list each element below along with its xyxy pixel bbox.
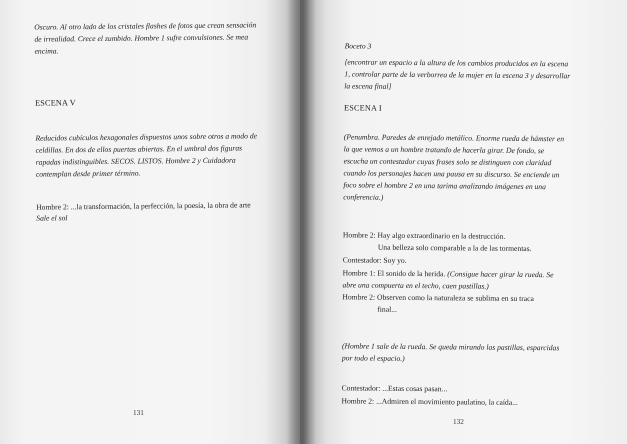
- scene-heading: ESCENA I: [344, 103, 382, 113]
- book-gutter-shadow: [286, 0, 316, 444]
- stage-direction-line: contemplan desde primer término.: [35, 168, 141, 179]
- page-number: 131: [133, 409, 144, 417]
- bracket-note-line: la escena final]: [344, 81, 392, 91]
- stage-direction-line: Oscuro. Al otro lado de los cristales flashes de fotos que crean sensación: [34, 20, 257, 32]
- speaker-name: Hombre 2:: [342, 292, 376, 302]
- dialogue-line: [342, 383, 448, 395]
- stage-direction-line: de irrealidad. Crece el zumbido. Hombre 1 sufre convulsiones. Se mea: [34, 32, 249, 44]
- stage-direction-line: celdillas. En dos de ellos puertas abiertas. En el umbral dos figuras: [35, 143, 243, 155]
- dialogue-text: ...la transformación, la perfección, la poesía, la obra de arte: [68, 200, 251, 212]
- dialogue-line: [343, 268, 554, 280]
- speaker-name: Hombre 2:: [342, 230, 376, 240]
- dialogue-line: [343, 230, 505, 242]
- right-page: [300, 0, 627, 444]
- stage-direction-line: la que vemos a un hombre tratando de hacerla girar. De fondo, se: [343, 144, 545, 156]
- bracket-note-line: 1, controlar parte de la verborrea de la mujer en la escena 3 y desarrollar: [344, 69, 571, 81]
- speaker-name: Hombre 1:: [342, 268, 376, 278]
- dialogue-text: Observen como la naturaleza se sublima en su traca: [375, 292, 534, 304]
- stage-direction-line: abre una compuerta en el techo, caen pastillas.): [342, 280, 489, 291]
- stage-direction-line: conferencia.): [343, 192, 384, 202]
- speaker-name: Hombre 2:: [36, 202, 69, 212]
- dialogue-text: Soy yo.: [381, 255, 407, 265]
- dialogue-text: final...: [377, 304, 397, 314]
- dialogue-text: El sonido de la herida.: [375, 268, 448, 279]
- dialogue-line: [377, 305, 397, 316]
- stage-direction-line: foco sobre el hombre 2 en una tarima analizando imágenes en una: [343, 180, 546, 192]
- stage-direction-line: Reducidos cubículos hexagonales dispuestos unos sobre otros a modo de: [35, 131, 258, 143]
- scene-heading: ESCENA V: [35, 98, 76, 108]
- left-page: [0, 0, 300, 444]
- dialogue-line: [36, 200, 251, 213]
- sketch-title: Boceto 3: [344, 41, 372, 51]
- stage-direction-line: (Hombre 1 sale de la rueda. Se queda mirando las pastillas, esparcidas: [341, 341, 560, 353]
- dialogue-text: Hay algo extraordinario en la destrucción.: [375, 230, 506, 241]
- bracket-note-line: [encontrar un espacio a la altura de los cambios producidos en la escena: [344, 57, 569, 69]
- stage-direction-line: rapadas indistinguibles. SECOS. LISTOS. Hombre 2 y Cuidadora: [35, 155, 236, 167]
- page-number: 132: [453, 418, 464, 426]
- dialogue-text: ...Admiren el movimiento paulatino, la caída...: [374, 396, 518, 407]
- stage-direction-line: Sale el sol: [36, 213, 68, 223]
- inline-stage-direction: (Consigue hacer girar la rueda. Se: [447, 269, 554, 280]
- dialogue-line: [341, 396, 517, 408]
- speaker-name: Hombre 2:: [341, 396, 375, 406]
- dialogue-line: [342, 292, 534, 304]
- dialogue-line: [378, 243, 532, 255]
- dialogue-text: Una belleza solo comparable a la de las tormentas.: [377, 242, 532, 254]
- stage-direction-line: (Penumbra. Paredes de enrejado metálico. Enorme rueda de hámster en: [343, 132, 565, 144]
- stage-direction-line: por todo el espacio.): [341, 353, 405, 363]
- speaker-name: Contestador:: [342, 255, 382, 265]
- dialogue-line: [343, 255, 407, 266]
- speaker-name: Contestador:: [341, 383, 381, 393]
- dialogue-text: ...Estas cosas pasan...: [380, 383, 448, 394]
- stage-direction-line: cuando los personajes hacen una pausa en su discurso. Se enciende un: [343, 168, 560, 180]
- stage-direction-line: escucha un contestador cuyas frases solo se distinguen con claridad: [343, 156, 552, 168]
- right-page-text: [300, 0, 627, 407]
- stage-direction-line: encima.: [34, 46, 59, 56]
